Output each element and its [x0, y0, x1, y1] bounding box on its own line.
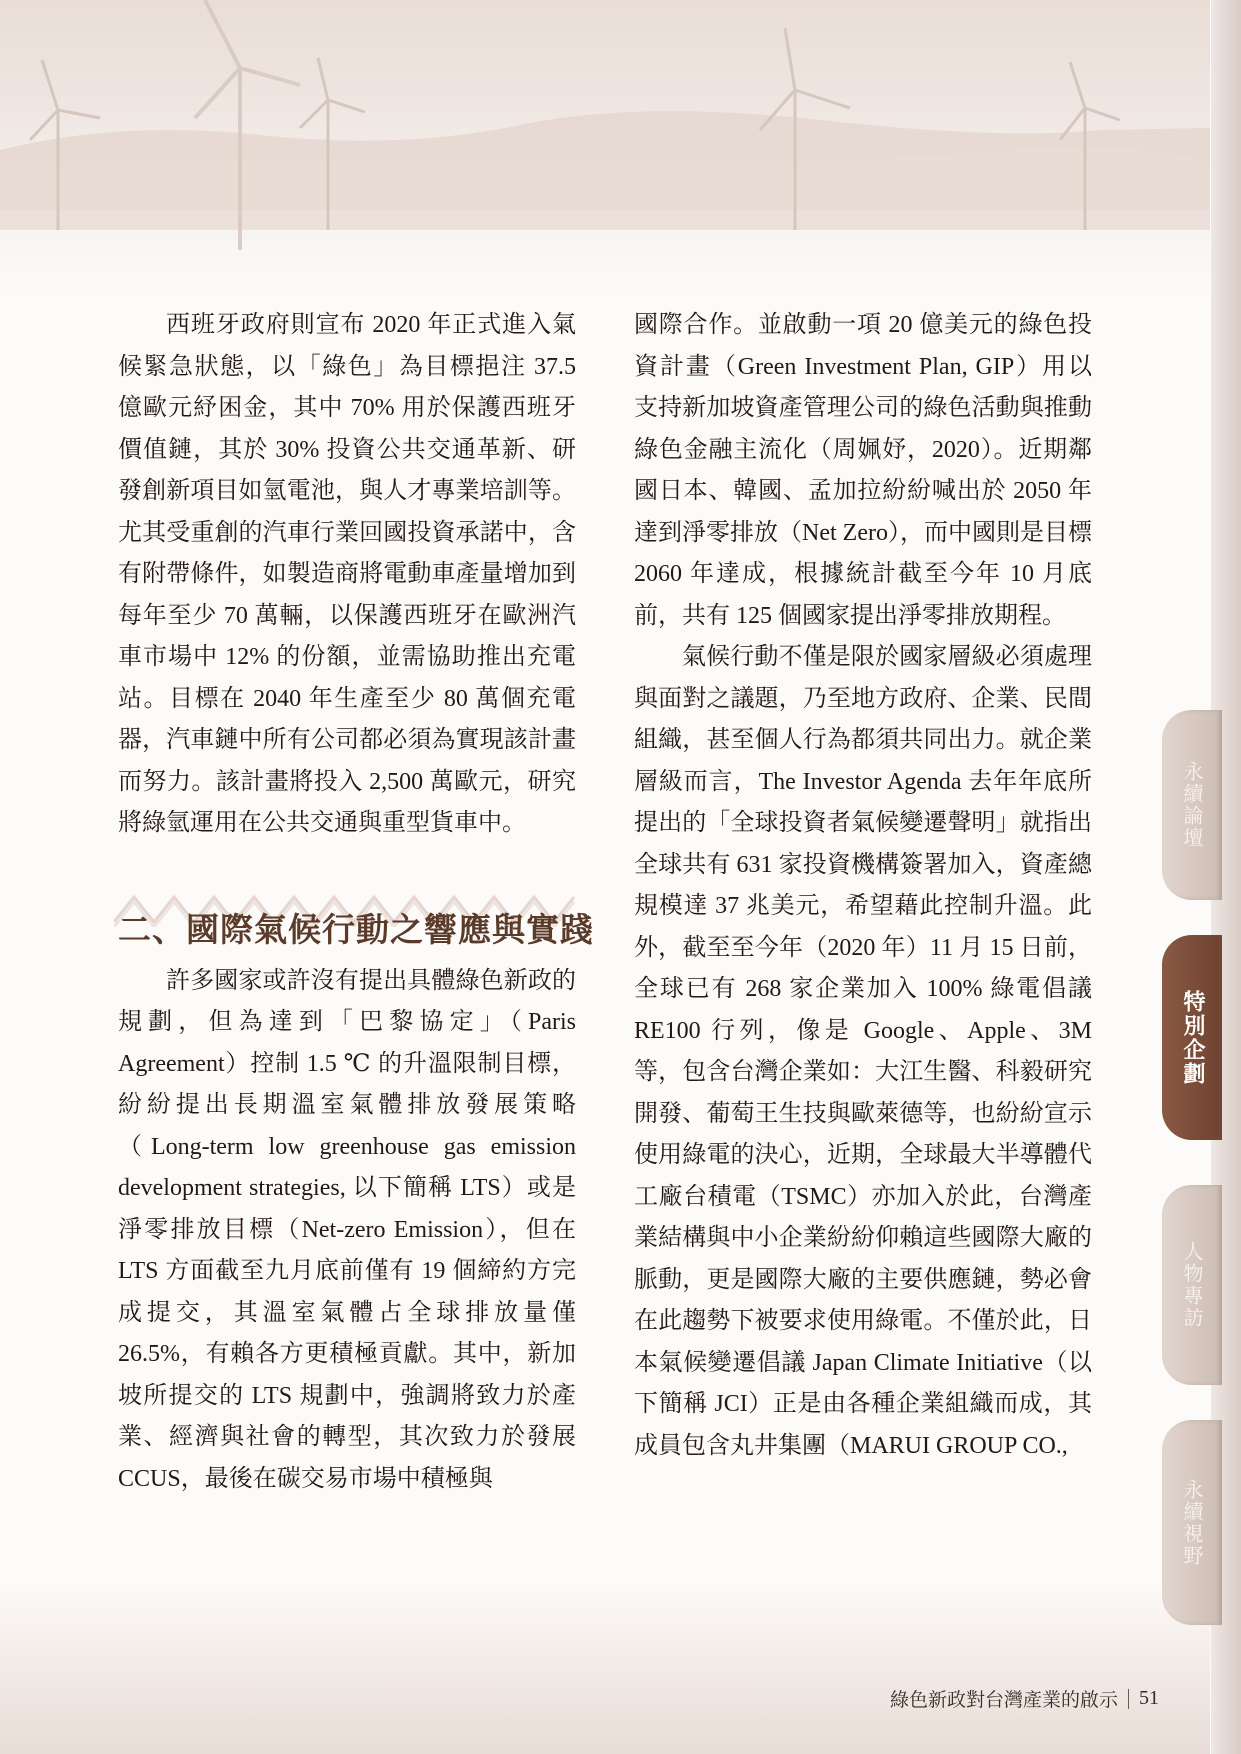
tab-special-feature[interactable] — [1162, 935, 1222, 1140]
left-paragraph-1: 西班牙政府則宣布 2020 年正式進入氣候緊急狀態，以「綠色」為目標挹注 37.5 億歐元紓困金，其中 70% 用於保護西班牙價值鏈，其於 30% 投資公共交通革新、研發創新項目如氫電池，與人才專業培訓等。尤其受重創的汽車行業回國投資承諾中，含有附帶條件，如製造商將電動車產量增加到每年至少 70 萬輛，以保護西班牙在歐洲汽車市場中 12% 的份額，並需協助推出充電站。目標在 2040 年生產至少 80 萬個充電器，汽車鏈中所有公司都必須為實現該計畫而努力。該計畫將投入 2,500 萬歐元，研究將綠氫運用在公共交通與重型貨車中。 — [118, 312, 576, 836]
tab-label: 特別企劃 — [1180, 989, 1205, 1086]
footer-illustration — [0, 1580, 1210, 1754]
tab-label: 永續論壇 — [1180, 761, 1204, 849]
left-column — [118, 305, 594, 1500]
left-paragraph-2: 許多國家或許沒有提出具體綠色新政的規劃，但為達到「巴黎協定」（Paris Agreement）控制 1.5 ℃ 的升溫限制目標，紛紛提出長期溫室氣體排放發展策略（Long-term low greenhouse gas emission development strategies, 以下簡稱 LTS）或是淨零排放目標（Net-zero Emission），但在 LTS 方面截至九月底前僅有 19 個締約方完成提交，其溫室氣體占全球排放量僅 26.5%，有賴各方更積極貢獻。其中，新加坡所提交的 LTS 規劃中，強調將致力於產業、經濟與社會的轉型，其次致力於發展 CCUS，最後在碳交易市場中積極與 — [118, 967, 576, 1492]
tab-sustainability-forum[interactable] — [1162, 710, 1222, 900]
tab-label: 人物專訪 — [1180, 1241, 1204, 1329]
tab-label: 永續視野 — [1180, 1478, 1204, 1567]
wind-turbines-illustration — [0, 0, 1210, 300]
section-heading: 二、國際氣候行動之響應與實踐 — [118, 909, 594, 949]
page-footer — [890, 1685, 1159, 1712]
footer-title: 綠色新政對台灣產業的啟示 — [889, 1689, 1118, 1711]
section-heading-block — [118, 887, 594, 955]
page-number: 51 — [1139, 1687, 1159, 1709]
footer-divider — [1128, 1689, 1129, 1709]
tab-interview[interactable] — [1162, 1185, 1222, 1385]
right-column — [634, 305, 1092, 1467]
right-paragraph-1: 國際合作。並啟動一項 20 億美元的綠色投資計畫（Green Investment Plan, GIP）用以支持新加坡資產管理公司的綠色活動與推動綠色金融主流化（周姵妤，2020）。近期鄰國日本、韓國、孟加拉紛紛喊出於 2050 年達到淨零排放（Net Zero），而中國則是目標 2060 年達成，根據統計截至今年 10 月底前，共有 125 個國家提出淨零排放期程。 — [634, 312, 1092, 629]
tab-sustainability-vision[interactable] — [1162, 1420, 1222, 1625]
right-paragraph-2: 氣候行動不僅是限於國家層級必須處理與面對之議題，乃至地方政府、企業、民間組織，甚至個人行為都須共同出力。就企業層級而言，The Investor Agenda 去年年底所提出的「全球投資者氣候變遷聲明」就指出全球共有 631 家投資機構簽署加入，資產總規模達 37 兆美元，希望藉此控制升溫。此外，截至至今年（2020 年）11 月 15 日前，全球已有 268 家企業加入 100% 綠電倡議 RE100 行列，像是 Google、Apple、3M 等，包含台灣企業如：大江生醫、科毅研究開發、葡萄王生技與歐萊德等，也紛紛宣示使用綠電的決心，近期，全球最大半導體代工廠台積電（TSMC）亦加入於此，台灣產業結構與中小企業紛紛仰賴這些國際大廠的脈動，更是國際大廠的主要供應鏈，勢必會在此趨勢下被要求使用綠電。不僅於此，日本氣候變遷倡議 Japan Climate Initiative（以下簡稱 JCI）正是由各種企業組織而成，其成員包含丸井集團（MARUI GROUP CO., — [634, 644, 1092, 1459]
header-illustration — [0, 0, 1210, 300]
